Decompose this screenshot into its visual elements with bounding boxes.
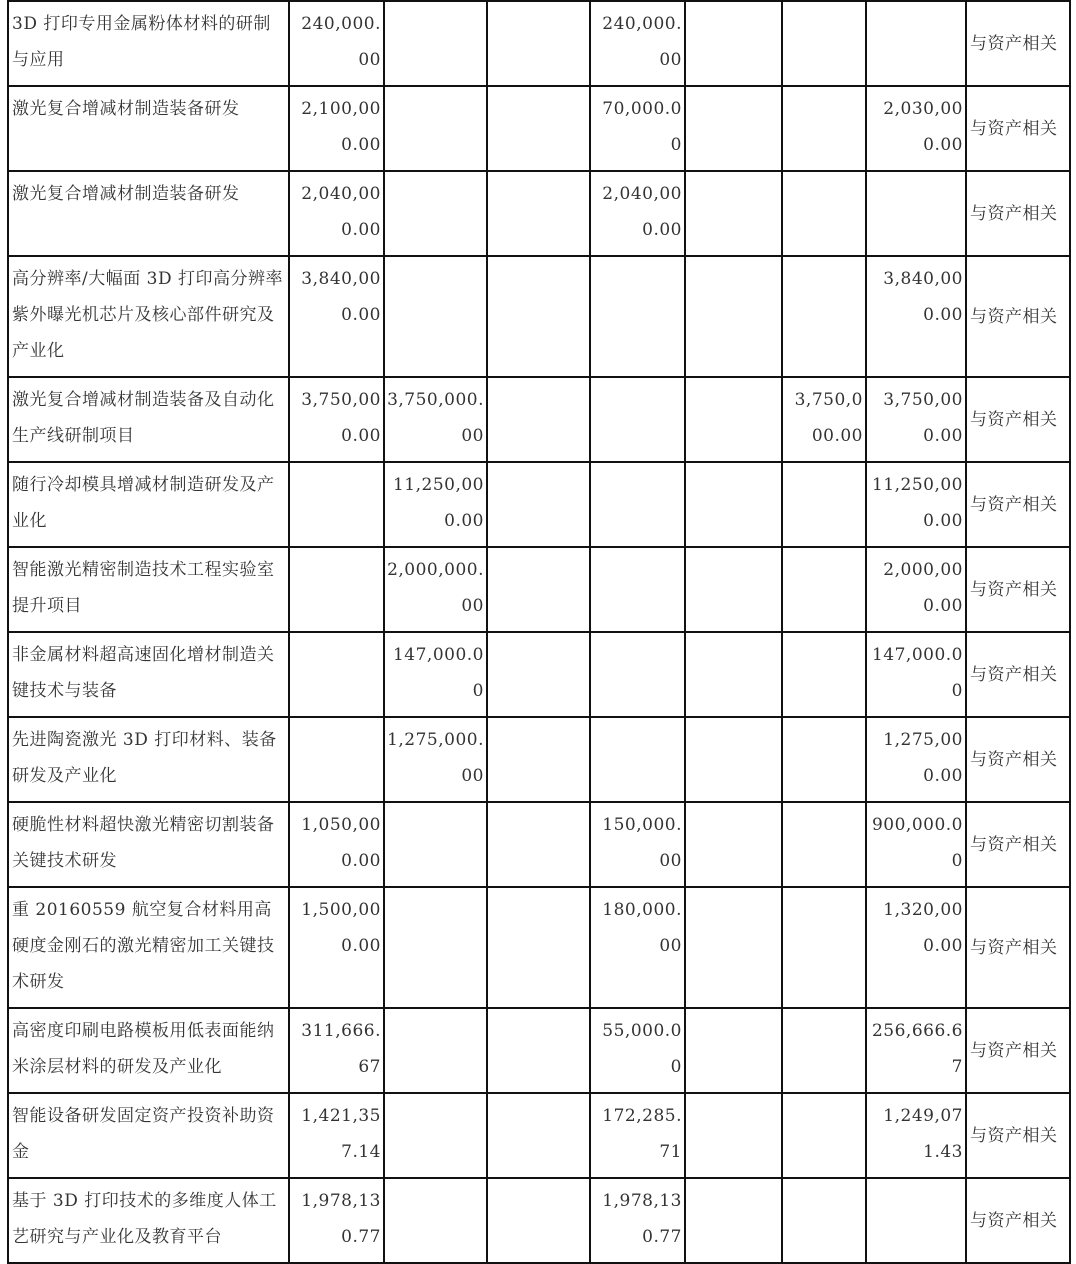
non-operating-income-cell xyxy=(487,802,590,887)
cost-offset-cell xyxy=(685,802,782,887)
non-operating-income-cell xyxy=(487,1,590,86)
non-operating-income-cell xyxy=(487,171,590,256)
asset-relation-cell: 与资产相关 xyxy=(966,171,1070,256)
new-grant-cell: 147,000.00 xyxy=(384,632,487,717)
closing-balance-cell: 3,840,000.00 xyxy=(866,256,966,377)
asset-relation-cell: 与资产相关 xyxy=(966,256,1070,377)
other-change-cell xyxy=(782,547,866,632)
cost-offset-cell xyxy=(685,377,782,462)
other-change-cell xyxy=(782,802,866,887)
opening-balance-cell: 2,040,000.00 xyxy=(289,171,384,256)
closing-balance-cell: 2,000,000.00 xyxy=(866,547,966,632)
project-name-cell: 重 20160559 航空复合材料用高硬度金刚石的激光精密加工关键技术研发 xyxy=(8,887,289,1008)
new-grant-cell xyxy=(384,256,487,377)
asset-relation-cell: 与资产相关 xyxy=(966,1093,1070,1178)
asset-relation-cell: 与资产相关 xyxy=(966,462,1070,547)
non-operating-income-cell xyxy=(487,547,590,632)
table-row xyxy=(8,462,1070,547)
asset-relation-cell: 与资产相关 xyxy=(966,1,1070,86)
cost-offset-cell xyxy=(685,256,782,377)
asset-relation-cell: 与资产相关 xyxy=(966,1008,1070,1093)
opening-balance-cell: 1,978,130.77 xyxy=(289,1178,384,1263)
asset-relation-cell: 与资产相关 xyxy=(966,86,1070,171)
closing-balance-cell: 147,000.00 xyxy=(866,632,966,717)
other-change-cell xyxy=(782,717,866,802)
closing-balance-cell: 1,320,000.00 xyxy=(866,887,966,1008)
new-grant-cell xyxy=(384,887,487,1008)
project-name-cell: 3D 打印专用金属粉体材料的研制与应用 xyxy=(8,1,289,86)
asset-relation-cell: 与资产相关 xyxy=(966,377,1070,462)
other-change-cell: 3,750,000.00 xyxy=(782,377,866,462)
new-grant-cell: 11,250,000.00 xyxy=(384,462,487,547)
other-income-cell xyxy=(590,632,685,717)
project-name-cell: 随行冷却模具增减材制造研发及产业化 xyxy=(8,462,289,547)
non-operating-income-cell xyxy=(487,86,590,171)
other-change-cell xyxy=(782,1178,866,1263)
opening-balance-cell: 1,050,000.00 xyxy=(289,802,384,887)
other-change-cell xyxy=(782,1093,866,1178)
new-grant-cell: 2,000,000.00 xyxy=(384,547,487,632)
cost-offset-cell xyxy=(685,632,782,717)
other-change-cell xyxy=(782,86,866,171)
opening-balance-cell: 3,840,000.00 xyxy=(289,256,384,377)
other-income-cell: 70,000.00 xyxy=(590,86,685,171)
non-operating-income-cell xyxy=(487,377,590,462)
cost-offset-cell xyxy=(685,171,782,256)
closing-balance-cell: 3,750,000.00 xyxy=(866,377,966,462)
asset-relation-cell: 与资产相关 xyxy=(966,887,1070,1008)
other-change-cell xyxy=(782,887,866,1008)
opening-balance-cell xyxy=(289,717,384,802)
opening-balance-cell: 2,100,000.00 xyxy=(289,86,384,171)
closing-balance-cell xyxy=(866,171,966,256)
other-income-cell xyxy=(590,717,685,802)
closing-balance-cell: 1,275,000.00 xyxy=(866,717,966,802)
closing-balance-cell: 256,666.67 xyxy=(866,1008,966,1093)
table-row xyxy=(8,256,1070,377)
closing-balance-cell: 11,250,000.00 xyxy=(866,462,966,547)
project-name-cell: 高密度印刷电路模板用低表面能纳米涂层材料的研发及产业化 xyxy=(8,1008,289,1093)
opening-balance-cell: 1,500,000.00 xyxy=(289,887,384,1008)
non-operating-income-cell xyxy=(487,632,590,717)
other-change-cell xyxy=(782,632,866,717)
opening-balance-cell: 1,421,357.14 xyxy=(289,1093,384,1178)
table-row xyxy=(8,717,1070,802)
table-row xyxy=(8,1008,1070,1093)
asset-relation-cell: 与资产相关 xyxy=(966,547,1070,632)
opening-balance-cell: 311,666.67 xyxy=(289,1008,384,1093)
other-change-cell xyxy=(782,462,866,547)
opening-balance-cell: 3,750,000.00 xyxy=(289,377,384,462)
cost-offset-cell xyxy=(685,1,782,86)
project-name-cell: 激光复合增减材制造装备及自动化生产线研制项目 xyxy=(8,377,289,462)
other-change-cell xyxy=(782,256,866,377)
new-grant-cell xyxy=(384,1178,487,1263)
government-grant-table xyxy=(7,0,1071,1264)
project-name-cell: 激光复合增减材制造装备研发 xyxy=(8,171,289,256)
table-row xyxy=(8,632,1070,717)
project-name-cell: 智能激光精密制造技术工程实验室提升项目 xyxy=(8,547,289,632)
table-row xyxy=(8,887,1070,1008)
table-row xyxy=(8,86,1070,171)
other-income-cell: 2,040,000.00 xyxy=(590,171,685,256)
closing-balance-cell xyxy=(866,1,966,86)
project-name-cell: 智能设备研发固定资产投资补助资金 xyxy=(8,1093,289,1178)
project-name-cell: 激光复合增减材制造装备研发 xyxy=(8,86,289,171)
cost-offset-cell xyxy=(685,86,782,171)
project-name-cell: 基于 3D 打印技术的多维度人体工艺研究与产业化及教育平台 xyxy=(8,1178,289,1263)
non-operating-income-cell xyxy=(487,1178,590,1263)
opening-balance-cell xyxy=(289,547,384,632)
asset-relation-cell: 与资产相关 xyxy=(966,802,1070,887)
other-income-cell: 55,000.00 xyxy=(590,1008,685,1093)
asset-relation-cell: 与资产相关 xyxy=(966,1178,1070,1263)
cost-offset-cell xyxy=(685,462,782,547)
new-grant-cell xyxy=(384,171,487,256)
non-operating-income-cell xyxy=(487,462,590,547)
other-income-cell: 172,285.71 xyxy=(590,1093,685,1178)
non-operating-income-cell xyxy=(487,1008,590,1093)
other-income-cell xyxy=(590,462,685,547)
new-grant-cell: 3,750,000.00 xyxy=(384,377,487,462)
other-income-cell xyxy=(590,377,685,462)
cost-offset-cell xyxy=(685,1178,782,1263)
closing-balance-cell: 900,000.00 xyxy=(866,802,966,887)
cost-offset-cell xyxy=(685,887,782,1008)
table-row xyxy=(8,1178,1070,1263)
table-row xyxy=(8,547,1070,632)
opening-balance-cell: 240,000.00 xyxy=(289,1,384,86)
other-income-cell xyxy=(590,547,685,632)
project-name-cell: 非金属材料超高速固化增材制造关键技术与装备 xyxy=(8,632,289,717)
project-name-cell: 高分辨率/大幅面 3D 打印高分辨率紫外曝光机芯片及核心部件研究及产业化 xyxy=(8,256,289,377)
other-change-cell xyxy=(782,1008,866,1093)
project-name-cell: 硬脆性材料超快激光精密切割装备关键技术研发 xyxy=(8,802,289,887)
other-income-cell: 180,000.00 xyxy=(590,887,685,1008)
opening-balance-cell xyxy=(289,462,384,547)
cost-offset-cell xyxy=(685,1008,782,1093)
table-body xyxy=(8,1,1070,1263)
new-grant-cell xyxy=(384,1008,487,1093)
other-income-cell: 1,978,130.77 xyxy=(590,1178,685,1263)
non-operating-income-cell xyxy=(487,717,590,802)
new-grant-cell xyxy=(384,1093,487,1178)
other-change-cell xyxy=(782,1,866,86)
other-income-cell: 240,000.00 xyxy=(590,1,685,86)
new-grant-cell xyxy=(384,1,487,86)
table-row xyxy=(8,802,1070,887)
other-income-cell xyxy=(590,256,685,377)
new-grant-cell: 1,275,000.00 xyxy=(384,717,487,802)
cost-offset-cell xyxy=(685,717,782,802)
new-grant-cell xyxy=(384,802,487,887)
cost-offset-cell xyxy=(685,1093,782,1178)
table-row xyxy=(8,171,1070,256)
asset-relation-cell: 与资产相关 xyxy=(966,632,1070,717)
other-change-cell xyxy=(782,171,866,256)
closing-balance-cell: 2,030,000.00 xyxy=(866,86,966,171)
non-operating-income-cell xyxy=(487,887,590,1008)
non-operating-income-cell xyxy=(487,256,590,377)
closing-balance-cell xyxy=(866,1178,966,1263)
new-grant-cell xyxy=(384,86,487,171)
opening-balance-cell xyxy=(289,632,384,717)
closing-balance-cell: 1,249,071.43 xyxy=(866,1093,966,1178)
other-income-cell: 150,000.00 xyxy=(590,802,685,887)
table-row xyxy=(8,1093,1070,1178)
table-row xyxy=(8,377,1070,462)
non-operating-income-cell xyxy=(487,1093,590,1178)
table-row xyxy=(8,1,1070,86)
cost-offset-cell xyxy=(685,547,782,632)
project-name-cell: 先进陶瓷激光 3D 打印材料、装备研发及产业化 xyxy=(8,717,289,802)
asset-relation-cell: 与资产相关 xyxy=(966,717,1070,802)
